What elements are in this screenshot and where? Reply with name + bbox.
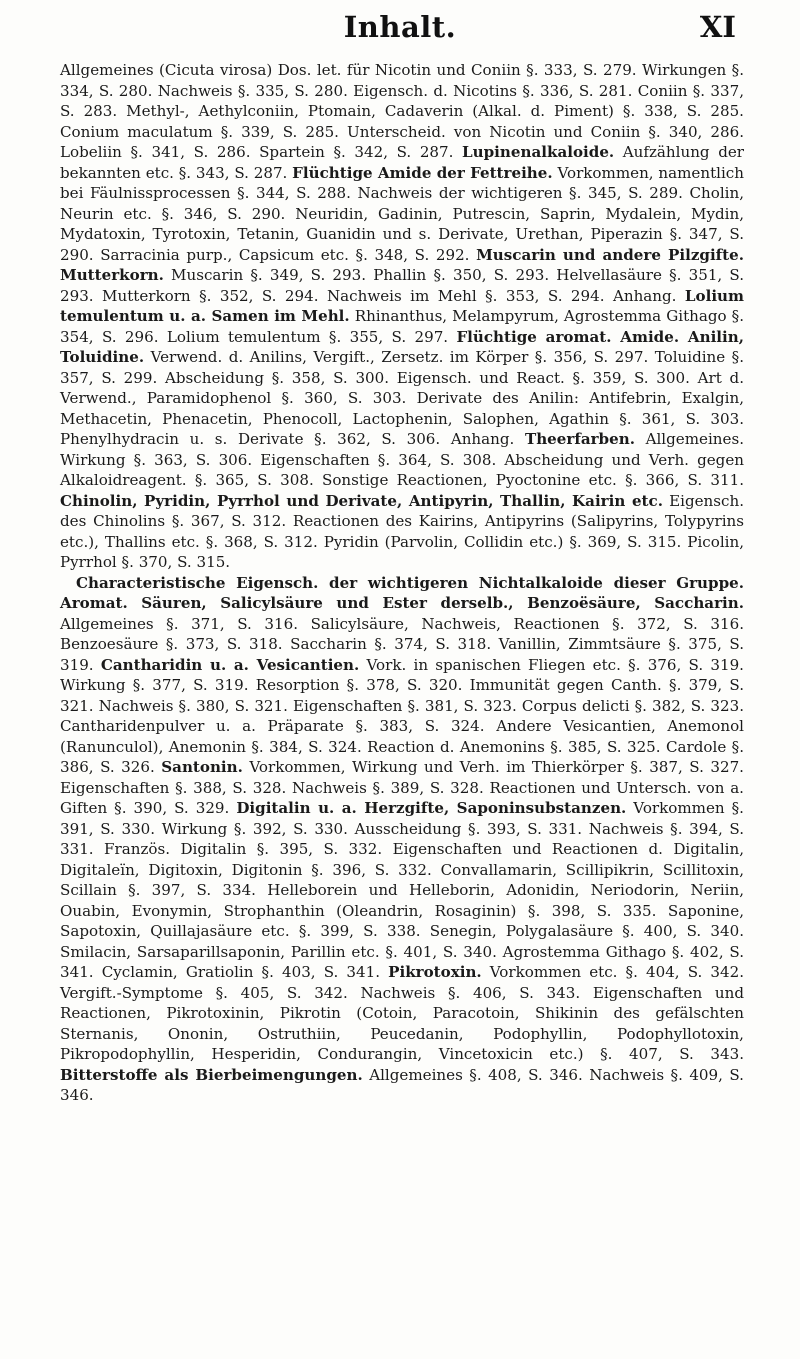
text-run: Vork. in spanischen Fliegen etc. §. 376, S. 319. Wirkung §. 377, S. 319. Resorption §. 378, S. 320. Immunität gegen Canth. §. 379, S. 321. Nachweis §. 380, S. 321. Eigenschaften §. 381, S. 323. Corpus delicti §. 382, S. 323. Cantharidenpulver u. a. Präparate §. 383, S. 324. Andere Vesicantien, Anemonol (Ranunculol), Anemonin §. 384, S. 324. Reaction d. Anemonins §. 385, S. 325. Cardole §. 386, S. 326. bbox=[60, 655, 744, 776]
text-run: Allgemeines (Cicuta virosa) Dos. let. für Nicotin und Coniin §. 333, S. 279. Wirkungen §. 334, S. 280. Nachweis §. 335, S. 280. Eigensch. d. Nicotins §. 336, S. 281. Coniin §. 337, S. 283. Methyl-, Aethylconiin, Ptomain, Cadaverin (Alkal. d. Piment) §. 338, S. 285. Conium maculatum §. 339, S. 285. Unterscheid. von Nicotin und Coniin §. 340, 286. Lobeliin §. 341, S. 286. Spartein §. 342, S. 287. bbox=[60, 61, 744, 161]
section-heading: Chinolin, Pyridin, Pyrrhol und Derivate, Antipyrin, Thallin, Kairin etc. bbox=[60, 491, 663, 510]
section-heading: Pikrotoxin. bbox=[388, 963, 482, 981]
text-run: Allgemeines §. 371, S. 316. Salicylsäure, Nachweis, Reactionen §. 372, S. 316. Benzoesäure §. 373, S. 318. Saccharin §. 374, S. 318. Vanillin, Zimmtsäure §. 375, S. 319. bbox=[60, 614, 744, 674]
text-run: Vorkommen, Wirkung und Verh. im Thierkörper §. 387, S. 327. Eigenschaften §. 388, S. 328. Nachweis §. 389, S. 328. Reactionen und Untersch. von a. Giften §. 390, S. 329. bbox=[60, 758, 744, 817]
text-run: Rhinanthus, Melampyrum, Agrostemma Githago §. 354, S. 296. Lolium temulentum §. 355, S. 297. bbox=[60, 307, 744, 346]
text-run: Muscarin §. 349, S. 293. Phallin §. 350, S. 293. Helvellasäure §. 351, S. 293. Mutterkorn §. 352, S. 294. Nachweis im Mehl §. 353, S. 294. Anhang. bbox=[60, 266, 744, 305]
section-heading: Lupinenalkaloide. bbox=[462, 143, 615, 161]
page-header bbox=[60, 10, 740, 50]
text-run: Allgemeines §. 408, S. 346. Nachweis §. 409, S. 346. bbox=[60, 1065, 744, 1104]
section-heading: Cantharidin u. a. Vesicantien. bbox=[100, 655, 360, 674]
text-run: Vorkommen etc. §. 404, S. 342. Vergift.-Symptome §. 405, S. 342. Nachweis §. 406, S. 343. Eigenschaften und Reactionen, Pikrotoxinin, Pikrotin (Cotoin, Paracotoin, Shikinin des gefälschten Sternanis, Ononin, Ostruthiin, Peucedanin, Podophyllin, Podophyllotoxin, Pikropodophyllin, Hesperidin, Condurangin, Vincetoxicin etc.) §. 407, S. 343. bbox=[60, 963, 744, 1063]
section-heading: Lolium temulentum u. a. Samen im Mehl. bbox=[60, 286, 744, 325]
section-heading: Muscarin und andere Pilzgifte. Mutterkorn. bbox=[60, 245, 745, 284]
contents-paragraph bbox=[60, 60, 744, 573]
section-heading: Santonin. bbox=[161, 758, 243, 776]
text-run: Vorkommen, namentlich bei Fäulnissprocessen §. 344, S. 288. Nachweis der wichtigeren §. 345, S. 289. Cholin, Neurin etc. §. 346, S. 290. Neuridin, Gadinin, Putrescin, Saprin, Mydalein, Mydin, Mydatoxin, Tyrotoxin, Tetanin, Guanidin und s. Derivate, Urethan, Piperazin §. 347, S. 290. Sarracinia purp., Capsicum etc. §. 348, S. 292. bbox=[60, 163, 744, 264]
text-run: Allgemeines. Wirkung §. 363, S. 306. Eigenschaften §. 364, S. 308. Abscheidung und Verh. gegen Alkaloidreagent. §. 365, S. 308. Sonstige Reactionen, Pyoctonine etc. §. 366, S. 311. bbox=[60, 430, 744, 489]
section-heading: Flüchtige Amide der Fettreihe. bbox=[292, 163, 553, 182]
section-heading: Theerfarben. bbox=[524, 430, 635, 448]
section-heading: Bitterstoffe als Bierbeimengungen. bbox=[60, 1065, 363, 1084]
text-run: Aufzählung der bekannten etc. §. 343, S. 287. bbox=[60, 143, 745, 182]
page-number: XI bbox=[699, 10, 736, 44]
table-of-contents-text bbox=[60, 60, 744, 1106]
contents-paragraph bbox=[60, 573, 744, 1106]
section-heading: Digitalin u. a. Herzgifte, Saponinsubstanzen. bbox=[236, 799, 627, 817]
text-run: Eigensch. des Chinolins §. 367, S. 312. Reactionen des Kairins, Antipyrins (Salipyrins, Tolypyrins etc.), Thallins etc. §. 368, S. 312. Pyridin (Parvolin, Collidin etc.) §. 369, S. 315. Picolin, Pyrrhol §. 370, S. 315. bbox=[60, 491, 744, 571]
section-heading: Characteristische Eigensch. der wichtigeren Nichtalkaloide dieser Gruppe. Aromat. Säuren, Salicylsäure und Ester derselb., Benzoësäure, Saccharin. bbox=[60, 573, 744, 612]
section-heading: Flüchtige aromat. Amide. Anilin, Toluidine. bbox=[60, 327, 744, 366]
text-run: Vorkommen §. 391, S. 330. Wirkung §. 392, S. 330. Ausscheidung §. 393, S. 331. Nachweis §. 394, S. 331. Französ. Digitalin §. 395, S. 332. Eigenschaften und Reactionen d. Digitalin, Digitaleïn, Digitoxin, Digitonin §. 396, S. 332. Convallamarin, Scillipikrin, Scillitoxin, Scillain §. 397, S. 334. Helleborein und Helleborin, Adonidin, Neriodorin, Neriin, Ouabin, Evonymin, Strophanthin (Oleandrin, Rosaginin) §. 398, S. 335. Saponine, Sapotoxin, Quillajasäure etc. §. 399, S. 338. Senegin, Polygalasäure §. 400, S. 340. Smilacin, Sarsaparillsaponin, Parillin etc. §. 401, S. 340. Agrostemma Githago §. 402, S. 341. Cyclamin, Gratiolin §. 403, S. 341. bbox=[60, 799, 744, 981]
running-title: Inhalt. bbox=[343, 10, 457, 44]
text-run: Verwend. d. Anilins, Vergift., Zersetz. im Körper §. 356, S. 297. Toluidine §. 357, S. 299. Abscheidung §. 358, S. 300. Eigensch. und React. §. 359, S. 300. Art d. Verwend., Paramidophenol §. 360, S. 303. Derivate des Anilin: Antifebrin, Exalgin, Methacetin, Phenacetin, Phenocoll, Lactophenin, Salophen, Agathin §. 361, S. 303. Phenylhydracin u. s. Derivate §. 362, S. 306. Anhang. bbox=[60, 348, 744, 448]
